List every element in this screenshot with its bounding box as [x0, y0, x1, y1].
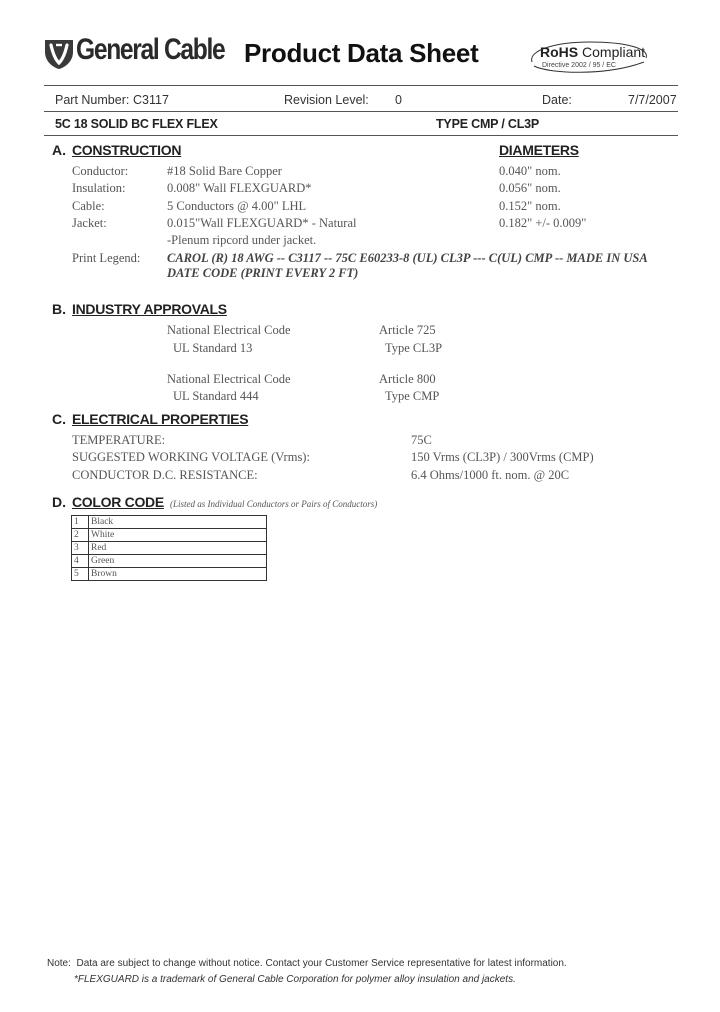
table-row: [72, 542, 267, 555]
print-legend-line-1: CAROL (R) 18 AWG -- C3117 -- 75C E60233-8 (UL) CL3P --- C(UL) CMP -- MADE IN USA: [167, 251, 648, 265]
page-title: Product Data Sheet: [244, 38, 479, 68]
approval-1-article: Article 725: [379, 323, 436, 337]
table-row: [72, 568, 267, 581]
color-name: Green: [89, 555, 267, 568]
section-electrical-title: ELECTRICAL PROPERTIES: [72, 411, 249, 427]
color-code-note: (Listed as Individual Conductors or Pairs of Conductors): [170, 499, 378, 509]
product-description: 5C 18 SOLID BC FLEX FLEX: [55, 117, 218, 131]
section-c-letter: C.: [52, 411, 66, 427]
insulation-value: 0.008" Wall FLEXGUARD*: [167, 181, 312, 195]
table-row: [72, 555, 267, 568]
voltage-value: 150 Vrms (CL3P) / 300Vrms (CMP): [411, 450, 594, 464]
revision-value: 0: [395, 93, 402, 107]
section-d-letter: D.: [52, 494, 66, 510]
divider-mid: [44, 111, 678, 112]
section-b-letter: B.: [52, 301, 66, 317]
diameters-title: DIAMETERS: [499, 142, 579, 158]
conductor-diameter: 0.040" nom.: [499, 164, 561, 178]
part-number-label: Part Number:: [55, 93, 130, 107]
general-cable-logo-icon: [42, 36, 76, 70]
jacket-label: Jacket:: [72, 216, 107, 230]
revision-label: Revision Level:: [284, 93, 369, 107]
temperature-label: TEMPERATURE:: [72, 433, 166, 447]
divider-bottom: [44, 135, 678, 136]
approval-1-code: National Electrical Code: [167, 323, 291, 337]
rohs-badge: RoHS Compliant: [540, 44, 646, 60]
voltage-label: SUGGESTED WORKING VOLTAGE (Vrms):: [72, 450, 310, 464]
section-construction-title: CONSTRUCTION: [72, 142, 182, 158]
print-legend-label: Print Legend:: [72, 251, 141, 265]
approval-2-article: Article 800: [379, 372, 436, 386]
table-row: [72, 529, 267, 542]
jacket-value: 0.015"Wall FLEXGUARD* - Natural: [167, 216, 357, 230]
divider-top: [44, 85, 678, 86]
date-value: 7/7/2007: [628, 93, 677, 107]
section-a-letter: A.: [52, 142, 66, 158]
color-num: 1: [72, 516, 89, 529]
conductor-label: Conductor:: [72, 164, 129, 178]
color-name: White: [89, 529, 267, 542]
approval-2-type: Type CMP: [385, 389, 440, 403]
color-name: Brown: [89, 568, 267, 581]
color-num: 3: [72, 542, 89, 555]
approval-2-code: National Electrical Code: [167, 372, 291, 386]
product-type: TYPE CMP / CL3P: [436, 117, 540, 131]
color-code-table: [71, 515, 267, 581]
resistance-label: CONDUCTOR D.C. RESISTANCE:: [72, 468, 258, 482]
part-number-value: C3117: [133, 93, 169, 107]
color-name: Black: [89, 516, 267, 529]
section-approvals-title: INDUSTRY APPROVALS: [72, 301, 227, 317]
color-num: 5: [72, 568, 89, 581]
jacket-diameter: 0.182" +/- 0.009": [499, 216, 587, 230]
insulation-diameter: 0.056" nom.: [499, 181, 561, 195]
footer-trademark: *FLEXGUARD is a trademark of General Cable Corporation for polymer alloy insulation and jackets.: [74, 974, 516, 985]
temperature-value: 75C: [411, 433, 432, 447]
table-row: [72, 516, 267, 529]
insulation-label: Insulation:: [72, 181, 126, 195]
print-legend-line-2: DATE CODE (PRINT EVERY 2 FT): [167, 266, 359, 280]
section-color-code-title: COLOR CODE: [72, 494, 164, 510]
footer-note: Note: Data are subject to change without notice. Contact your Customer Service representative for latest information.: [47, 958, 567, 969]
rohs-directive: Directive 2002 / 95 / EC: [542, 62, 616, 69]
color-num: 4: [72, 555, 89, 568]
date-label: Date:: [542, 93, 572, 107]
conductor-value: #18 Solid Bare Copper: [167, 164, 282, 178]
approval-1-type: Type CL3P: [385, 341, 443, 355]
cable-value: 5 Conductors @ 4.00" LHL: [167, 199, 307, 213]
approval-2-standard: UL Standard 444: [173, 389, 259, 403]
resistance-value: 6.4 Ohms/1000 ft. nom. @ 20C: [411, 468, 570, 482]
color-num: 2: [72, 529, 89, 542]
cable-label: Cable:: [72, 199, 105, 213]
approval-1-standard: UL Standard 13: [173, 341, 253, 355]
cable-diameter: 0.152" nom.: [499, 199, 561, 213]
color-name: Red: [89, 542, 267, 555]
brand-name: General Cable: [76, 33, 225, 66]
jacket-note: -Plenum ripcord under jacket.: [167, 233, 317, 247]
